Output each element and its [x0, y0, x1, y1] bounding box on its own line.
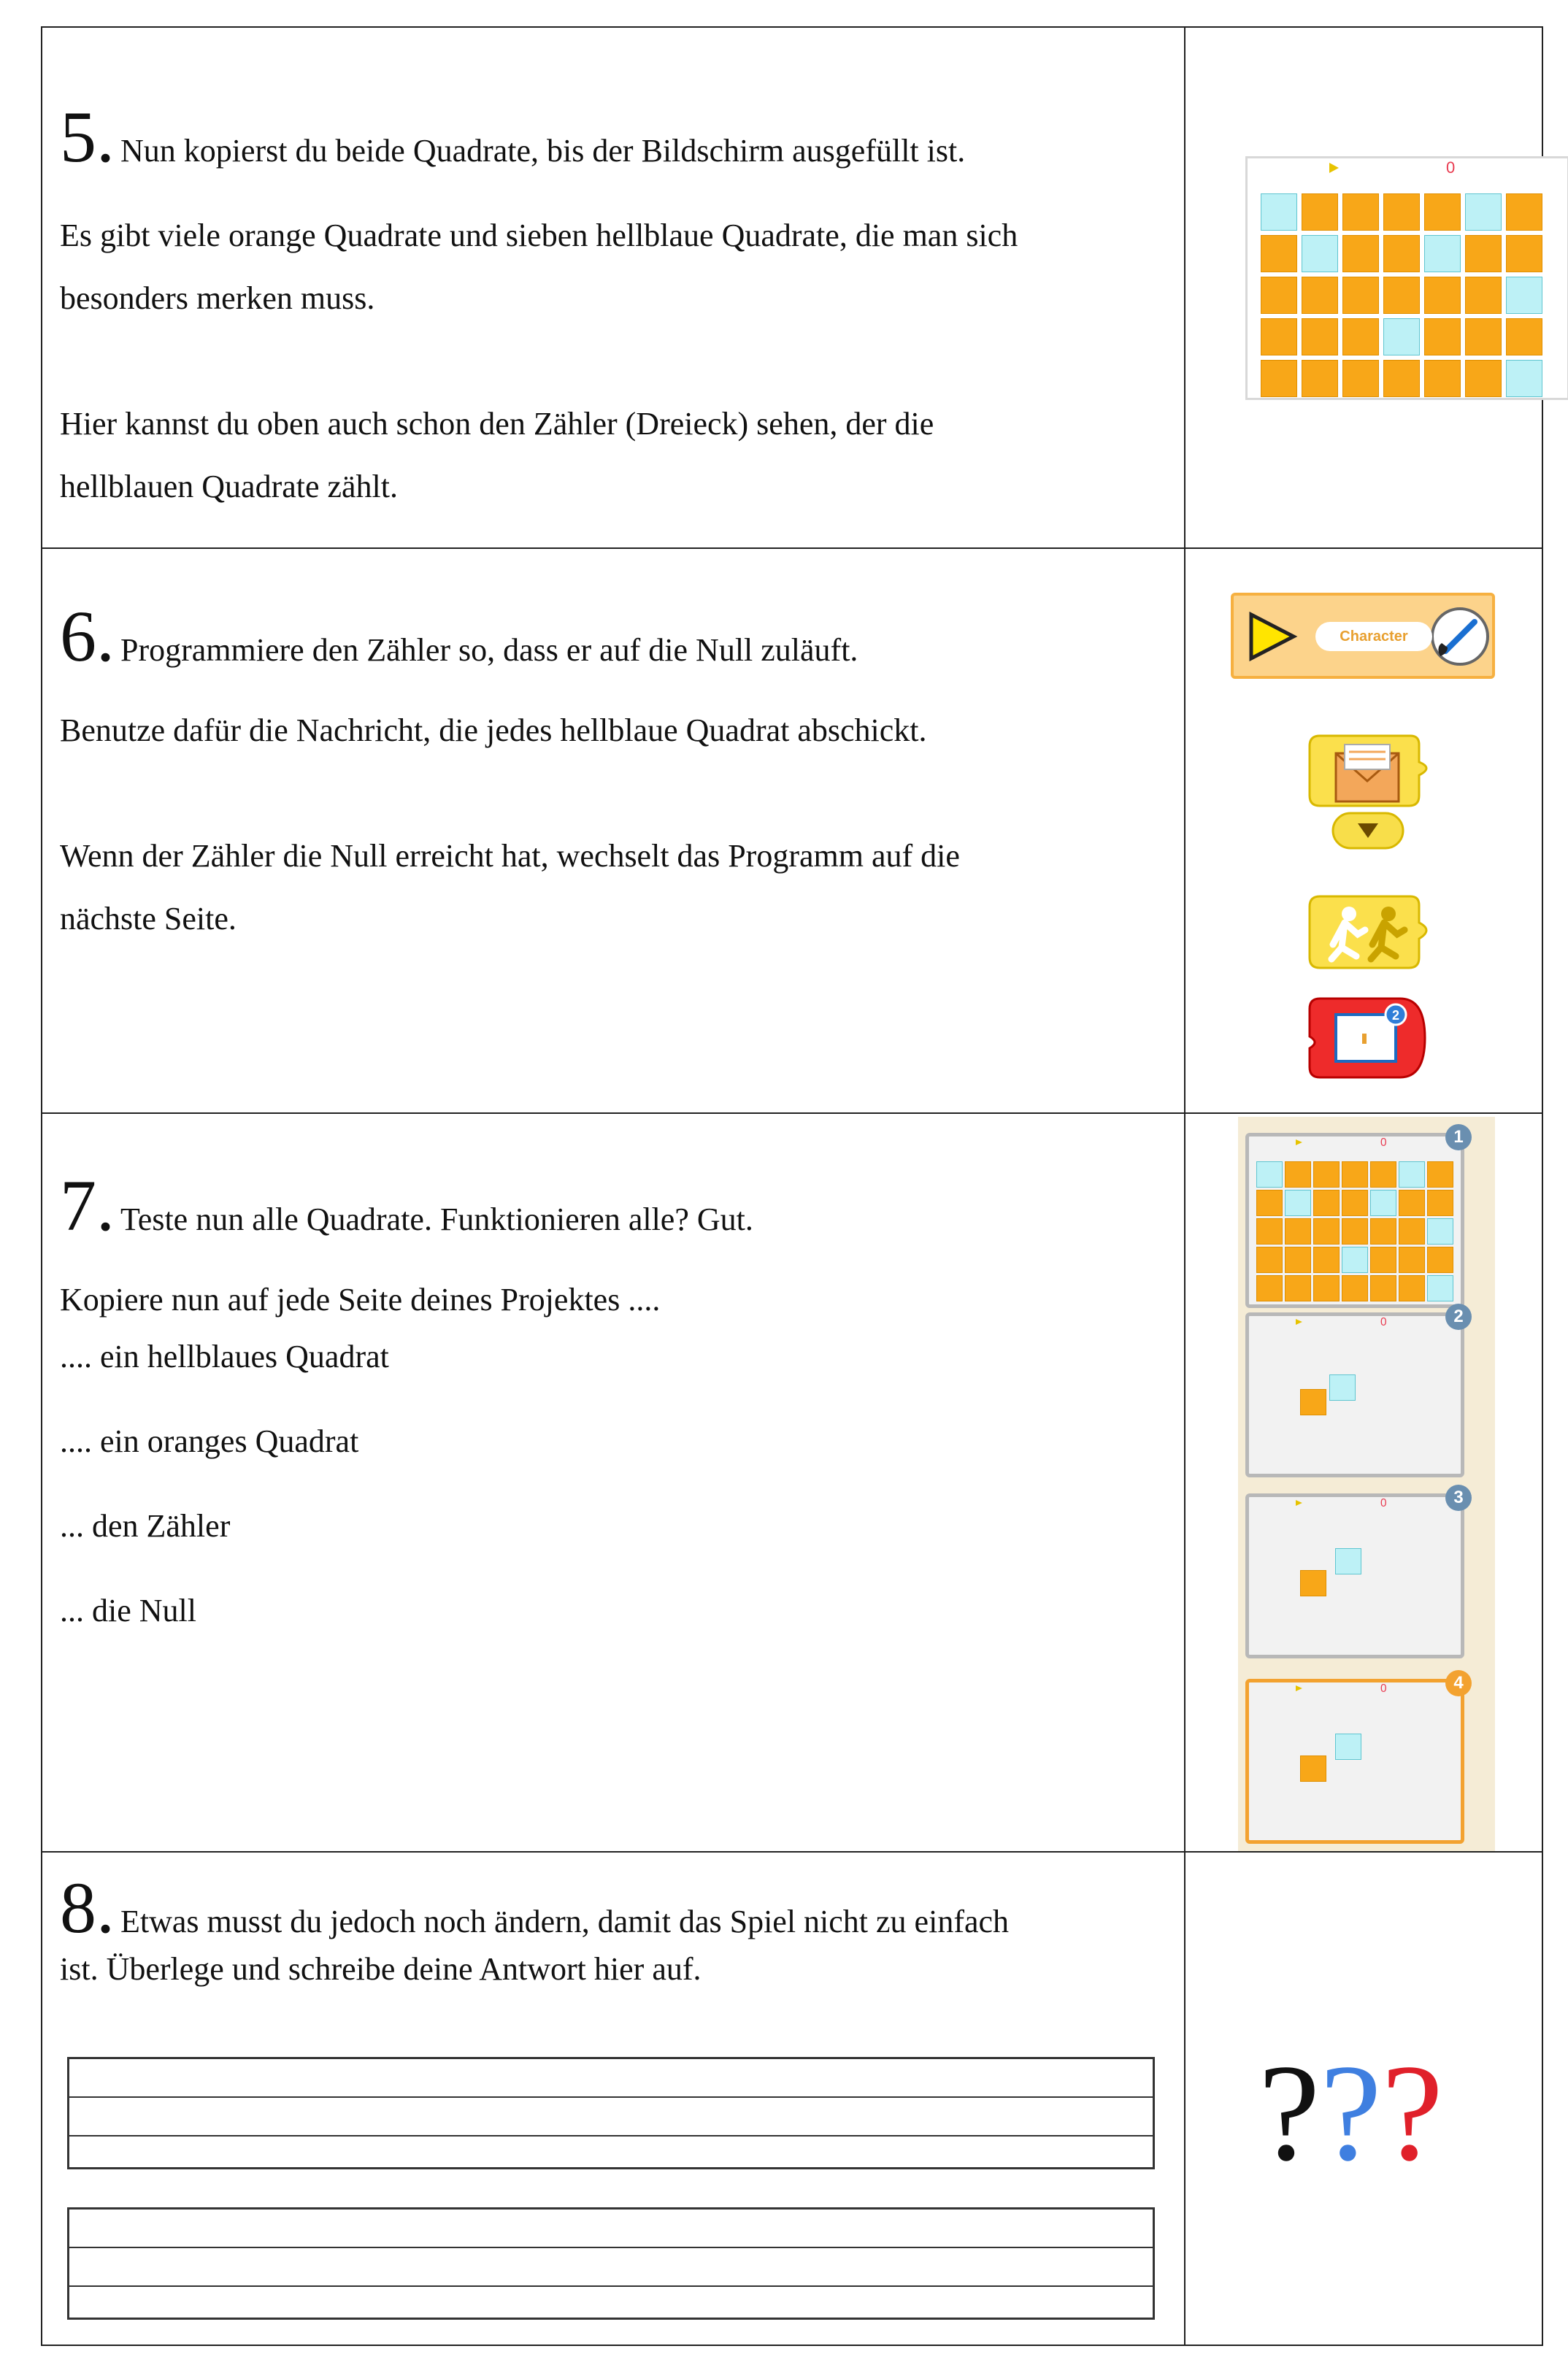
step-6-title: Programmiere den Zähler so, dass er auf die Null zuläuft.: [120, 632, 858, 668]
step-6-line-4: nächste Seite.: [60, 901, 237, 936]
orange-square[interactable]: [1261, 318, 1297, 355]
orange-square[interactable]: [1285, 1247, 1311, 1273]
light-blue-square[interactable]: [1335, 1548, 1361, 1574]
orange-square[interactable]: [1285, 1275, 1311, 1301]
light-blue-square[interactable]: [1329, 1374, 1356, 1401]
light-blue-square[interactable]: [1370, 1190, 1396, 1216]
orange-square[interactable]: [1285, 1161, 1311, 1188]
full-grid-screenshot: [1245, 156, 1568, 400]
orange-square[interactable]: [1342, 193, 1379, 231]
orange-square[interactable]: [1313, 1275, 1340, 1301]
light-blue-square[interactable]: [1506, 360, 1542, 397]
page-badge-4: 4: [1445, 1670, 1472, 1696]
orange-square[interactable]: [1261, 235, 1297, 272]
orange-square[interactable]: [1465, 318, 1502, 355]
answer-lines-2[interactable]: [67, 2207, 1155, 2320]
orange-square[interactable]: [1256, 1275, 1283, 1301]
step-7-line-3: .... ein oranges Quadrat: [60, 1423, 359, 1459]
orange-square[interactable]: [1383, 277, 1420, 314]
orange-square[interactable]: [1313, 1190, 1340, 1216]
orange-square[interactable]: [1256, 1247, 1283, 1273]
orange-square[interactable]: [1342, 277, 1379, 314]
worksheet-table: [41, 26, 1543, 2346]
question-mark-black: ?: [1258, 2037, 1321, 2190]
receive-message-block: [1304, 731, 1432, 855]
orange-square[interactable]: [1370, 1275, 1396, 1301]
light-blue-square[interactable]: [1256, 1161, 1283, 1188]
counter-zero-text: 0: [1380, 1136, 1387, 1149]
light-blue-square[interactable]: [1342, 1247, 1368, 1273]
orange-square[interactable]: [1427, 1247, 1453, 1273]
light-blue-square[interactable]: [1285, 1190, 1311, 1216]
orange-square[interactable]: [1313, 1161, 1340, 1188]
orange-square[interactable]: [1313, 1218, 1340, 1245]
orange-square[interactable]: [1383, 235, 1420, 272]
counter-triangle-icon: [1296, 1139, 1302, 1145]
step-5-title: Nun kopierst du beide Quadrate, bis der Bildschirm ausgefüllt ist.: [120, 133, 966, 169]
orange-square[interactable]: [1465, 277, 1502, 314]
orange-square[interactable]: [1300, 1389, 1326, 1415]
orange-square[interactable]: [1506, 193, 1542, 231]
counter-zero-text: 0: [1380, 1497, 1387, 1509]
answer-lines-1[interactable]: [67, 2057, 1155, 2169]
light-blue-square[interactable]: [1399, 1161, 1425, 1188]
step-7-line-5: ... die Null: [60, 1593, 196, 1628]
running-figure-icon: [1304, 889, 1432, 977]
orange-square[interactable]: [1370, 1218, 1396, 1245]
light-blue-square[interactable]: [1427, 1218, 1453, 1245]
orange-square[interactable]: [1399, 1247, 1425, 1273]
step-5-image-cell: [1185, 28, 1545, 547]
orange-square[interactable]: [1342, 1275, 1368, 1301]
counter-triangle-icon: [1296, 1500, 1302, 1506]
page-badge-2: 2: [1445, 1304, 1472, 1330]
page-thumbnail-1[interactable]: [1245, 1133, 1464, 1308]
page-badge-1: 1: [1445, 1124, 1472, 1150]
orange-square[interactable]: [1370, 1161, 1396, 1188]
step-5-number: 5.: [60, 96, 115, 177]
step-6-image-cell: [1185, 549, 1545, 1112]
step-8-title: Etwas musst du jedoch noch ändern, damit das Spiel nicht zu einfach: [120, 1904, 1010, 1939]
step-7-title: Teste nun alle Quadrate. Funktionieren alle? Gut.: [120, 1201, 753, 1237]
orange-square[interactable]: [1302, 193, 1338, 231]
answer-line[interactable]: [69, 2287, 1153, 2324]
step-7-number: 7.: [60, 1165, 115, 1246]
character-label: Character: [1315, 622, 1432, 651]
orange-square[interactable]: [1261, 277, 1297, 314]
counter-zero-text: 0: [1380, 1316, 1387, 1328]
orange-square[interactable]: [1506, 235, 1542, 272]
character-bar: [1231, 593, 1495, 679]
step-5-line-1: Es gibt viele orange Quadrate und sieben hellblaue Quadrate, die man sich: [60, 218, 1018, 253]
orange-square[interactable]: [1399, 1190, 1425, 1216]
orange-square[interactable]: [1285, 1218, 1311, 1245]
orange-square[interactable]: [1399, 1218, 1425, 1245]
svg-text:2: 2: [1391, 1008, 1400, 1023]
light-blue-square[interactable]: [1383, 318, 1420, 355]
step-5-line-4: Hier kannst du oben auch schon den Zähler (Dreieck) sehen, der die: [60, 406, 934, 442]
orange-square[interactable]: [1342, 318, 1379, 355]
orange-square[interactable]: [1342, 1161, 1368, 1188]
question-mark-blue: ?: [1320, 2037, 1382, 2190]
answer-line[interactable]: [69, 2059, 1153, 2098]
step-8-text: [60, 1867, 1162, 2001]
green-flag-triangle-icon: [1251, 615, 1294, 658]
page-badge-3: 3: [1445, 1485, 1472, 1511]
row-step-6: [42, 549, 1542, 1114]
counter-triangle-icon: [1296, 1319, 1302, 1325]
answer-line[interactable]: [69, 2248, 1153, 2287]
row-step-8: [42, 1853, 1542, 2347]
orange-square[interactable]: [1370, 1247, 1396, 1273]
page-2-icon: [1304, 993, 1432, 1083]
orange-square[interactable]: [1399, 1275, 1425, 1301]
orange-square[interactable]: [1383, 193, 1420, 231]
step-8-title-cont: ist. Überlege und schreibe deine Antwort hier auf.: [60, 1951, 702, 1987]
page-thumbnail-3[interactable]: [1245, 1493, 1464, 1658]
orange-square[interactable]: [1342, 360, 1379, 397]
answer-line[interactable]: [69, 2209, 1153, 2248]
counter-zero-text: 0: [1446, 158, 1456, 177]
light-blue-square[interactable]: [1427, 1275, 1453, 1301]
orange-square[interactable]: [1424, 318, 1461, 355]
orange-square[interactable]: [1342, 235, 1379, 272]
step-8-image-cell: [1185, 1853, 1545, 2346]
go-to-page-block: [1304, 993, 1432, 1083]
orange-square[interactable]: [1300, 1570, 1326, 1596]
light-blue-square[interactable]: [1302, 235, 1338, 272]
step-7-line-1: Kopiere nun auf jede Seite deines Projektes ....: [60, 1282, 661, 1318]
orange-square[interactable]: [1465, 235, 1502, 272]
step-6-number: 6.: [60, 596, 115, 677]
page-thumbnail-2[interactable]: [1245, 1312, 1464, 1477]
step-7-image-cell: [1185, 1114, 1545, 1851]
light-blue-square[interactable]: [1465, 193, 1502, 231]
step-5-line-3: [60, 330, 1162, 393]
counter-zero-text: 0: [1380, 1682, 1387, 1695]
step-6-text: [60, 596, 1162, 950]
orange-square[interactable]: [1506, 318, 1542, 355]
step-5-line-5: hellblauen Quadrate zählt.: [60, 469, 399, 504]
orange-square[interactable]: [1342, 1218, 1368, 1245]
question-marks: [1258, 2037, 1477, 2190]
run-block: [1304, 889, 1432, 977]
light-blue-square[interactable]: [1424, 235, 1461, 272]
row-step-7: [42, 1114, 1542, 1853]
step-5-text: [60, 96, 1162, 518]
page-thumbnail-4[interactable]: [1245, 1679, 1464, 1844]
step-6-line-2: [60, 762, 1162, 825]
orange-square[interactable]: [1465, 360, 1502, 397]
page-thumbnails-strip: [1238, 1117, 1495, 1851]
orange-square[interactable]: [1256, 1190, 1283, 1216]
step-6-line-1: Benutze dafür die Nachricht, die jedes hellblaue Quadrat abschickt.: [60, 712, 927, 748]
orange-square[interactable]: [1424, 360, 1461, 397]
orange-square[interactable]: [1302, 360, 1338, 397]
question-mark-red: ?: [1381, 2037, 1444, 2190]
orange-square[interactable]: [1427, 1161, 1453, 1188]
answer-line[interactable]: [69, 2137, 1153, 2174]
light-blue-square[interactable]: [1335, 1734, 1361, 1760]
step-7-line-2: .... ein hellblaues Quadrat: [60, 1339, 389, 1374]
orange-square[interactable]: [1383, 360, 1420, 397]
orange-square[interactable]: [1302, 318, 1338, 355]
orange-square[interactable]: [1300, 1755, 1326, 1782]
counter-triangle-icon: [1296, 1685, 1302, 1691]
step-5-line-2: besonders merken muss.: [60, 280, 375, 316]
counter-triangle-icon: [1329, 163, 1339, 173]
light-blue-square[interactable]: [1506, 277, 1542, 314]
orange-square[interactable]: [1424, 277, 1461, 314]
answer-line[interactable]: [69, 2098, 1153, 2137]
step-7-text: [60, 1165, 1162, 1642]
light-blue-square[interactable]: [1261, 193, 1297, 231]
orange-square[interactable]: [1261, 360, 1297, 397]
step-6-line-3: Wenn der Zähler die Null erreicht hat, wechselt das Programm auf die: [60, 838, 960, 874]
orange-square[interactable]: [1424, 193, 1461, 231]
orange-square[interactable]: [1342, 1190, 1368, 1216]
orange-square[interactable]: [1313, 1247, 1340, 1273]
row-step-5: [42, 28, 1542, 549]
orange-square[interactable]: [1427, 1190, 1453, 1216]
step-8-number: 8.: [60, 1867, 115, 1948]
envelope-icon: [1304, 731, 1432, 855]
step-7-line-4: ... den Zähler: [60, 1508, 231, 1544]
orange-square[interactable]: [1256, 1218, 1283, 1245]
orange-square[interactable]: [1302, 277, 1338, 314]
